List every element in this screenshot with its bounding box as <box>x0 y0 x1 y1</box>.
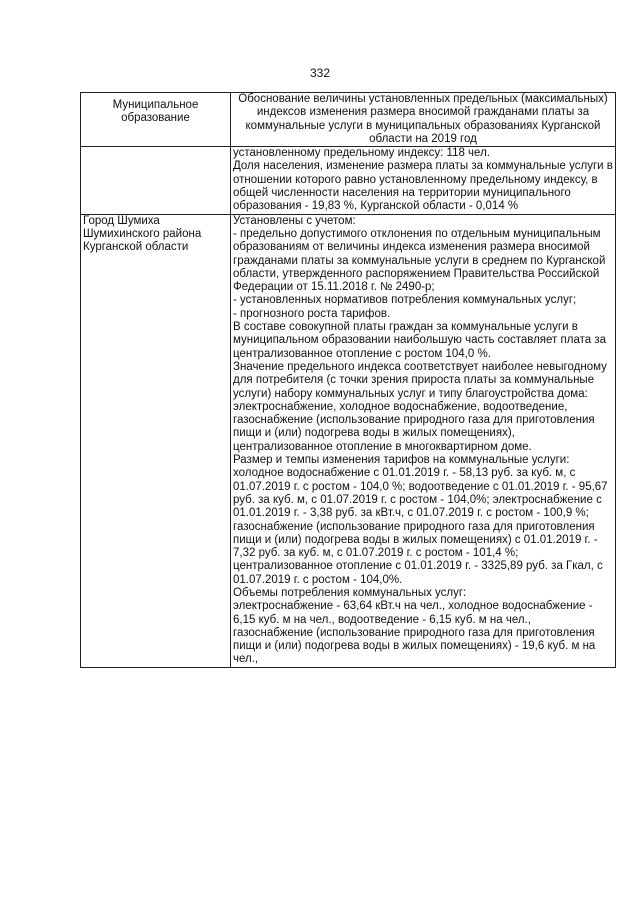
justification-paragraph: - прогнозного роста тарифов. <box>233 307 391 320</box>
justification-paragraph: В составе совокупной платы граждан за коммунальные услуги в муниципальном образовании наибольшую часть составляет плата за централизованное отопление с ростом 104,0 %. <box>233 321 606 360</box>
justification-cell <box>231 214 616 667</box>
justification-paragraph: Установлены с учетом: <box>233 214 356 227</box>
page-number: 332 <box>309 66 331 80</box>
justification-paragraph: - установленных нормативов потребления коммунальных услуг; <box>233 294 577 307</box>
justification-cell <box>231 147 616 214</box>
header-justification: Обоснование величины установленных предельных (максимальных) индексов изменения размера вносимой гражданами платы за коммунальные услуги в муниципальных образованиях Курганской области на 2019 год <box>231 93 616 147</box>
justification-paragraph: Доля населения, изменение размера платы за коммунальные услуги в отношении которого равно установленному предельному индексу, в общей численности населения на территории муниципального образования - 19,83 %, Курганской области - 0,014 % <box>233 160 613 213</box>
municipality-cell: Город Шумиха Шумихинского района Курганской области <box>81 214 231 667</box>
table-header-row <box>81 93 616 147</box>
justification-paragraph: установленному предельному индексу: 118 чел. <box>233 147 490 160</box>
justification-paragraph: Значение предельного индекса соответствует наиболее невыгодному для потребителя (с точки зрения прироста платы за коммунальные услуги) набору коммунальных услуг и типу благоустройства дома: <box>233 360 607 400</box>
justification-paragraph: - предельно допустимого отклонения по отдельным муниципальным образованиям от величины индекса изменения размера вносимой гражданами платы за коммунальные услуги в среднем по Курганской области, утвержденного распоряжением Правительства Российской Федерации от 15.11.2018 г. № 2490-р; <box>233 227 606 294</box>
justification-paragraph: холодное водоснабжение с 01.01.2019 г. - 58,13 руб. за куб. м, с 01.07.2019 г. с ростом - 104,0 %; водоотведение с 01.01.2019 г. - 95,67 руб. за куб. м, с 01.07.2019 г. с ростом - 104,0%; электроснабжение с 01.01.2019 г. - 3,38 руб. за кВт.ч, с 01.07.2019 г. с ростом - 100,9 %; газоснабжение (использование природного газа для приготовления пищи и (или) подогрева воды в жилых помещениях) с 01.01.2019 г. - 7,32 руб. за куб. м, с 01.07.2019 г. с ростом - 101,4 %; централизованное отопление с 01.01.2019 г. - 3325,89 руб. за Гкал, с 01.07.2019 г. с ростом - 104,0%. <box>233 467 608 586</box>
justification-paragraph: Размер и темпы изменения тарифов на коммунальные услуги: <box>233 454 570 467</box>
table-row <box>81 147 616 214</box>
table-row <box>81 214 616 667</box>
header-municipality: Муниципальное образование <box>81 93 231 147</box>
justification-paragraph: Объемы потребления коммунальных услуг: <box>233 586 467 599</box>
justification-paragraph: электроснабжение, холодное водоснабжение, водоотведение, газоснабжение (использование природного газа для приготовления пищи и (или) подогрева воды в жилых помещениях), централизованное отопление в многоквартирном доме. <box>233 400 595 453</box>
municipality-cell <box>81 147 231 214</box>
justification-paragraph: электроснабжение - 63,64 кВт.ч на чел., холодное водоснабжение - 6,15 куб. м на чел., водоотведение - 6,15 куб. м на чел., газоснабжение (использование природного газа для приготовления пищи и (или) подогрева воды в жилых помещениях) - 19,6 куб. м на чел., <box>233 600 596 666</box>
municipal-index-table <box>80 92 616 668</box>
